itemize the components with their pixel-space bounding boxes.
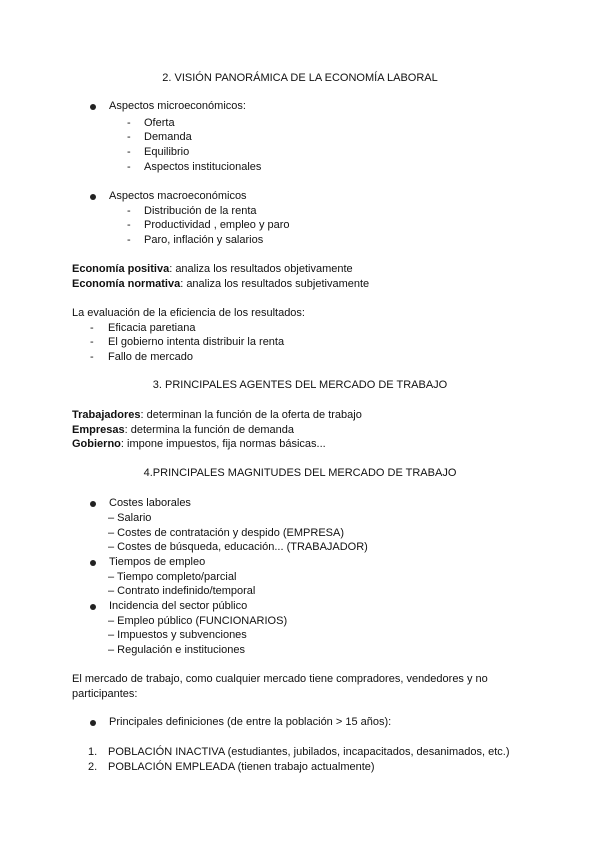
group-item: – Salario: [108, 512, 152, 524]
numbered-item: POBLACIÓN INACTIVA (estudiantes, jubilados, incapacitados, desanimados, etc.): [108, 746, 510, 758]
group-label: Incidencia del sector público: [109, 600, 248, 612]
agent-trabajadores: [72, 409, 362, 421]
term: Gobierno: [72, 438, 121, 450]
bullet-icon: [90, 604, 96, 610]
dash-icon: -: [90, 351, 94, 363]
eval-item: Eficacia paretiana: [108, 322, 196, 334]
dash-icon: -: [90, 322, 94, 334]
list-number: 2.: [88, 761, 98, 773]
dash-icon: -: [127, 205, 131, 217]
bullet-icon: [90, 501, 96, 507]
paragraph-line: El mercado de trabajo, como cualquier mercado tiene compradores, vendedores y no: [72, 673, 488, 685]
group-item: – Contrato indefinido/temporal: [108, 585, 256, 597]
micro-item: Equilibrio: [144, 146, 190, 158]
economia-positiva: [72, 263, 353, 275]
dash-icon: -: [90, 336, 94, 348]
macro-label: Aspectos macroeconómicos: [109, 190, 247, 202]
bullet-icon: [90, 104, 96, 110]
micro-item: Demanda: [144, 131, 192, 143]
group-item: – Impuestos y subvenciones: [108, 629, 247, 641]
definition: : determina la función de demanda: [124, 424, 294, 436]
macro-item: Distribución de la renta: [144, 205, 257, 217]
dash-icon: -: [127, 161, 131, 173]
eval-item: El gobierno intenta distribuir la renta: [108, 336, 285, 348]
micro-item: Aspectos institucionales: [144, 161, 262, 173]
agent-gobierno: [72, 438, 326, 450]
definition: : analiza los resultados subjetivamente: [180, 278, 370, 290]
economia-normativa: [72, 278, 369, 290]
group-item: – Regulación e instituciones: [108, 644, 245, 656]
definitions-label: Principales definiciones (de entre la población > 15 años):: [109, 716, 392, 728]
dash-icon: -: [127, 219, 131, 231]
group-label: Costes laborales: [109, 497, 191, 509]
definition: : impone impuestos, fija normas básicas...: [120, 438, 326, 450]
term: Trabajadores: [72, 409, 141, 421]
micro-item: Oferta: [144, 117, 175, 129]
agent-empresas: [72, 424, 294, 436]
dash-icon: -: [127, 131, 131, 143]
eval-item: Fallo de mercado: [108, 351, 193, 363]
group-label: Tiempos de empleo: [109, 556, 206, 568]
paragraph-line: participantes:: [72, 688, 138, 700]
dash-icon: -: [127, 234, 131, 246]
group-item: – Costes de contratación y despido (EMPRESA): [108, 527, 345, 539]
bullet-icon: [90, 720, 96, 726]
bullet-icon: [90, 560, 96, 566]
definition: : analiza los resultados objetivamente: [169, 263, 353, 275]
list-number: 1.: [88, 746, 98, 758]
dash-icon: -: [127, 146, 131, 158]
eval-intro: La evaluación de la eficiencia de los resultados:: [72, 307, 305, 319]
term: Economía normativa: [72, 278, 181, 290]
bullet-icon: [90, 194, 96, 200]
section-3-title: 3. PRINCIPALES AGENTES DEL MERCADO DE TRABAJO: [152, 379, 448, 391]
numbered-item: POBLACIÓN EMPLEADA (tienen trabajo actualmente): [108, 761, 375, 773]
micro-label: Aspectos microeconómicos:: [109, 100, 246, 112]
group-item: – Costes de búsqueda, educación... (TRABAJADOR): [108, 541, 368, 553]
group-item: – Tiempo completo/parcial: [108, 571, 237, 583]
section-2-title: 2. VISIÓN PANORÁMICA DE LA ECONOMÍA LABORAL: [162, 72, 438, 84]
group-item: – Empleo público (FUNCIONARIOS): [108, 615, 288, 627]
dash-icon: -: [127, 117, 131, 129]
term: Economía positiva: [72, 263, 170, 275]
term: Empresas: [72, 424, 125, 436]
macro-item: Paro, inflación y salarios: [144, 234, 264, 246]
definition: : determinan la función de la oferta de trabajo: [140, 409, 362, 421]
macro-item: Productividad , empleo y paro: [144, 219, 290, 231]
section-4-title: 4.PRINCIPALES MAGNITUDES DEL MERCADO DE TRABAJO: [143, 467, 457, 479]
